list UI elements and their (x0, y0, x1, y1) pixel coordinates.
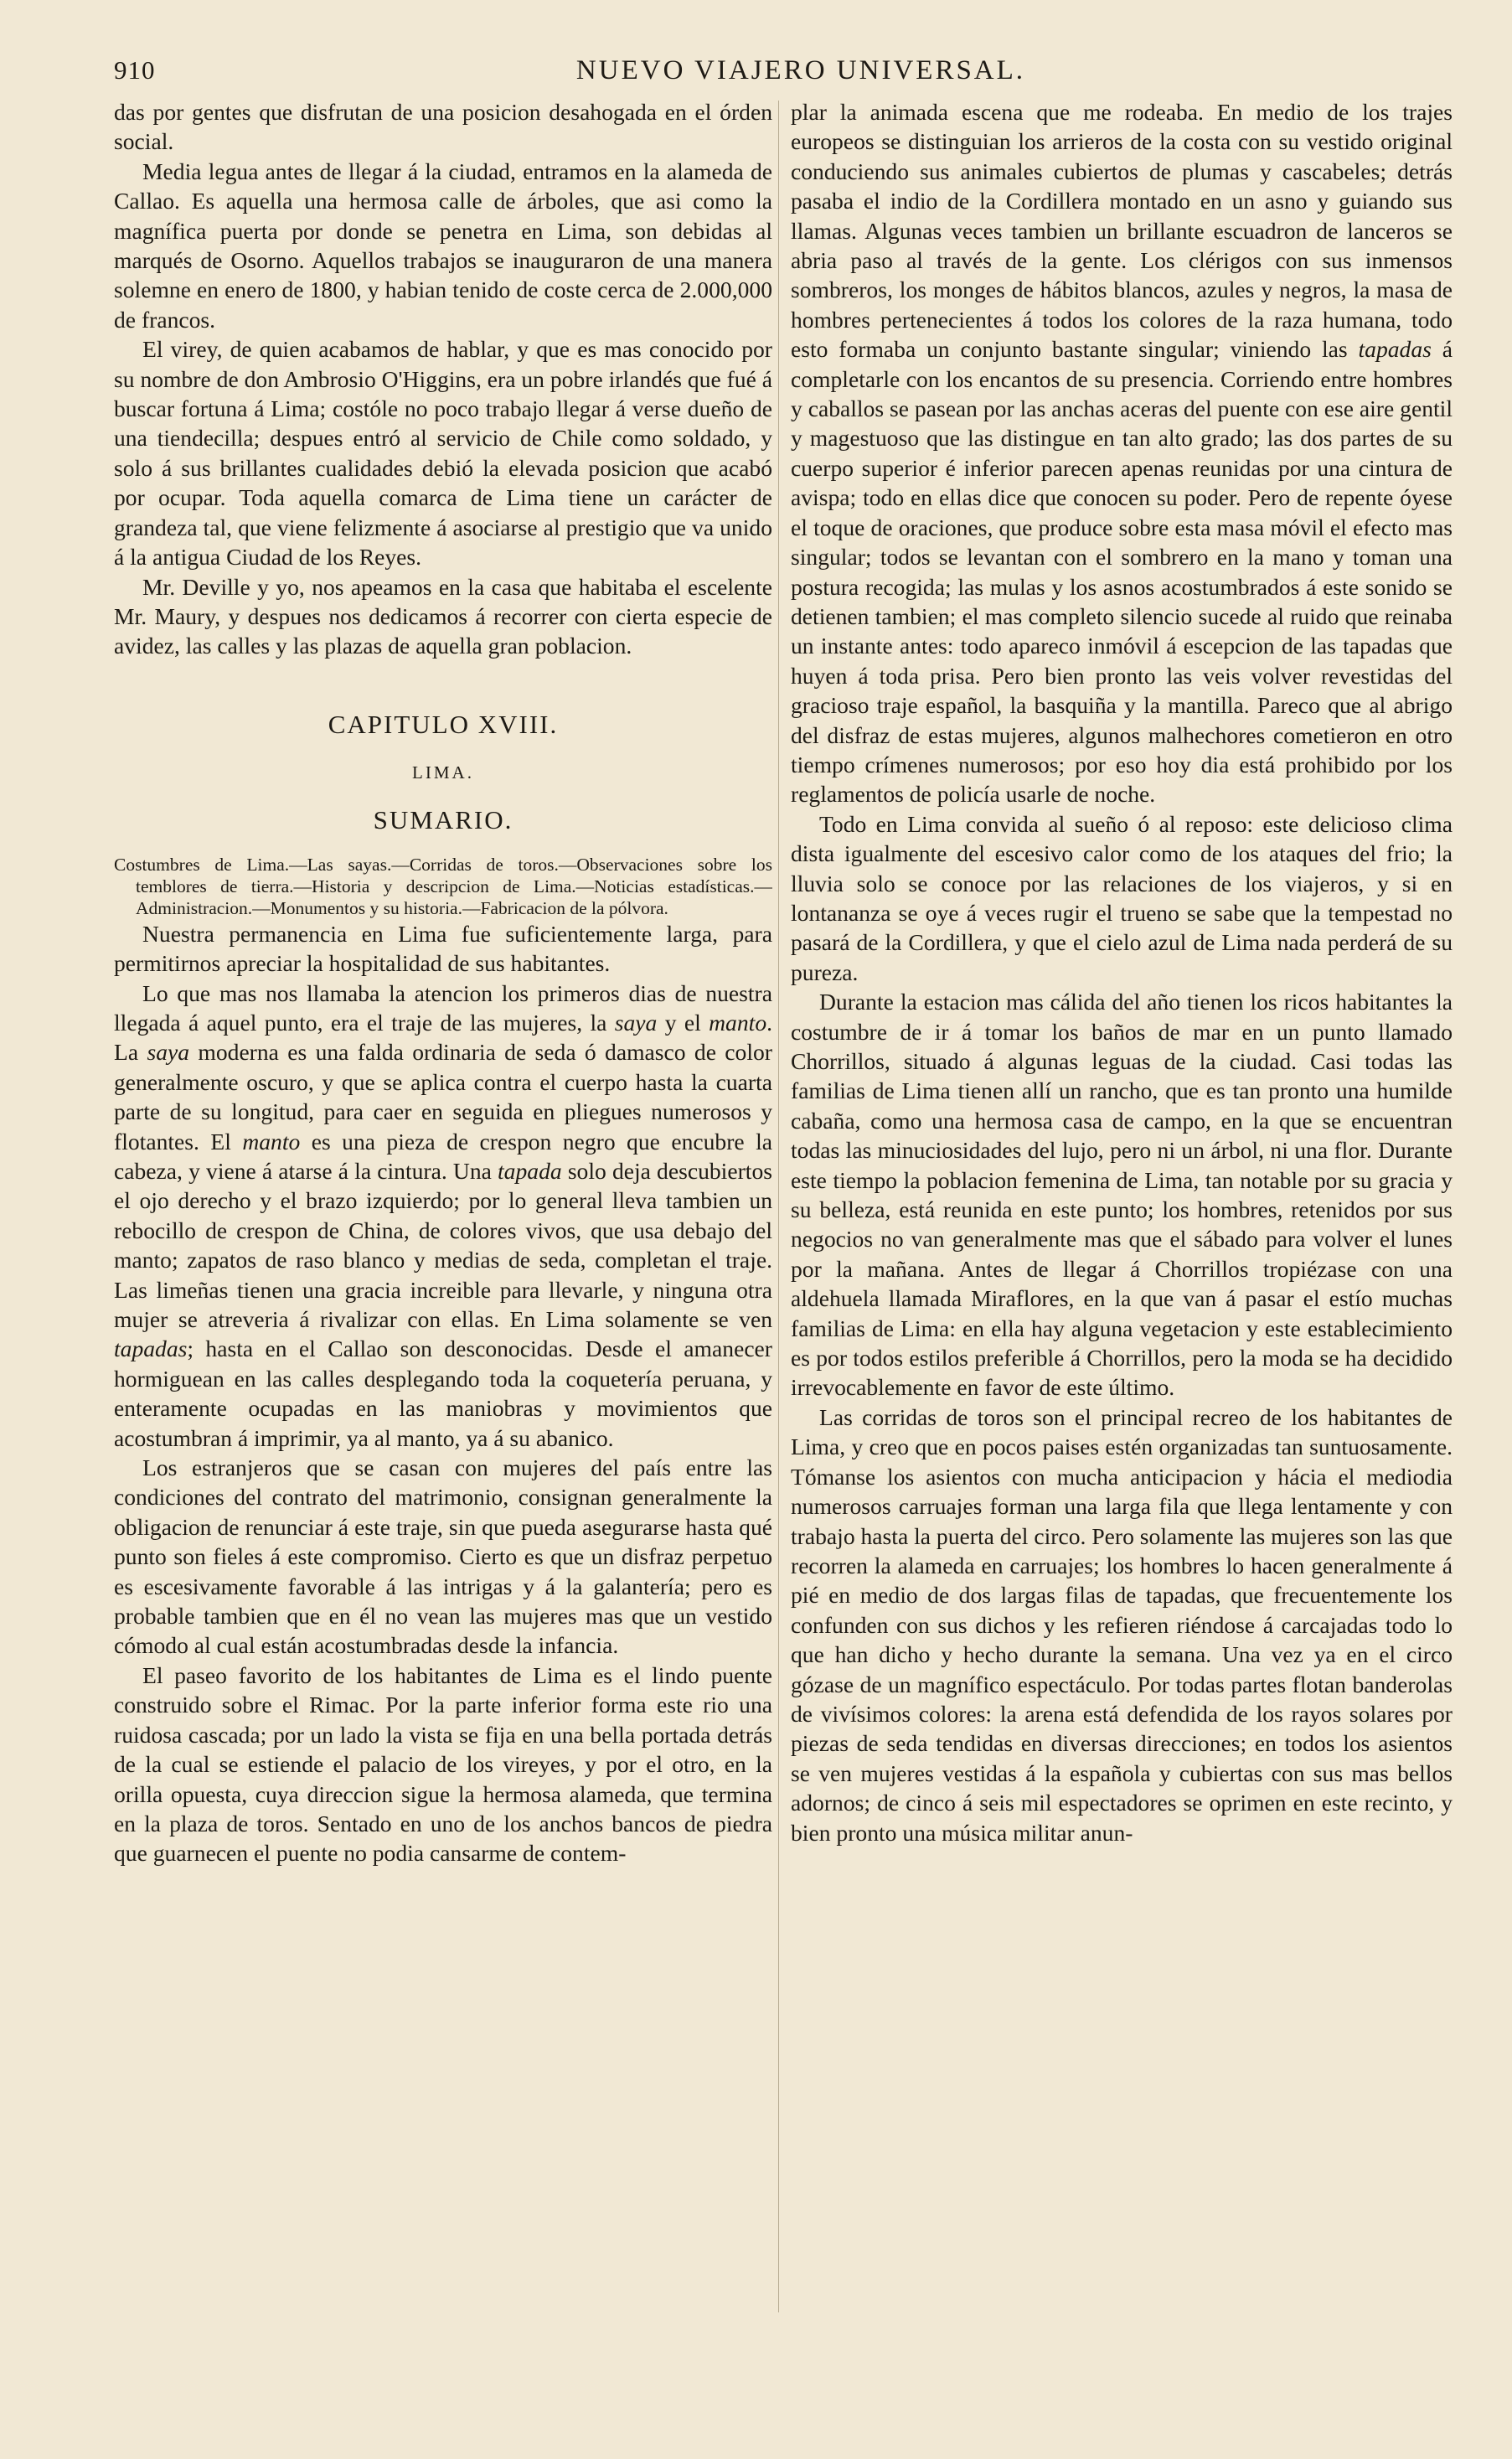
chapter-header (114, 706, 772, 839)
italic-term: saya (614, 1009, 658, 1036)
running-head (114, 55, 1454, 90)
text-run: plar la animada escena que me rodeaba. En medio de los trajes europeos se distinguian los arrieros de la costa con su vestido original conduciendo sus animales cubiertos de plumas y cascabeles; detrás pasaba el indio de la Cordillera montado en un asno y guiando sus llamas. Algunas veces tambien un brillante escuadron de lanceros se abria paso al través de la gente. Los clérigos con sus inmensos sombreros, los monges de hábitos blancos, azules y negros, la masa de hombres pertenecientes á todos los colores de la raza humana, todo esto formaba un conjunto bastante singular; viniendo las (791, 99, 1453, 363)
running-title: NUEVO VIAJERO UNIVERSAL. (575, 55, 1026, 85)
right-column (791, 97, 1453, 2425)
paragraph: El virey, de quien acabamos de hablar, y que es mas conocido por su nombre de don Ambrosio O'Higgins, era un pobre irlandés que fué á buscar fortuna á Lima; costóle no poco trabajo llegar á verse dueño de una tiendecilla; despues entró al servicio de Chile como soldado, y solo á sus brillantes cualidades debió la elevada posicion que acabó por ocupar. Toda aquella comarca de Lima tiene un carácter de grandeza tal, que viene felizmente á asociarse al prestigio que va unido á la antigua Ciudad de los Reyes. (114, 336, 772, 571)
paragraph (114, 979, 772, 1454)
text-run: moderna es una falda ordinaria de seda ó damasco de color generalmente oscuro, y que se aplica contra el cuerpo hasta la cuarta parte de su longitud, para caer en seguida en pliegues numerosos y flotantes. El (114, 1039, 772, 1155)
text-run: y el (657, 1009, 710, 1036)
text-run: . La (114, 1009, 772, 1066)
italic-term: tapadas (114, 1335, 188, 1362)
summary-heading: SUMARIO. (373, 804, 513, 834)
italic-term: manto (709, 1009, 767, 1036)
left-column (114, 97, 772, 2425)
italic-term: manto (242, 1128, 301, 1155)
text-run: Lo que mas nos llamaba la atencion los primeros dias de nuestra llegada á aquel punto, era el traje de las mujeres, la (114, 979, 772, 1036)
text-run: á completarle con los encantos de su presencia. Corriendo entre hombres y caballos se pasean por las anchas aceras del puente con ese aire gentil y magestuoso que las distingue en tan alto grado; las dos partes de su cuerpo superior é inferior parecen apenas reunidas por una cintura de avispa; todo en ellas dice que conocen su poder. Pero de repente óyese el toque de oraciones, que produce sobre esta masa móvil el efecto mas singular; todos se levantan con el sombrero en la mano y toman una postura recogida; las mulas y los asnos acostumbrados á este sonido se detienen tambien; el mas completo silencio sucede al ruido que reinaba un instante antes: todo apareco inmóvil á escepcion de las tapadas que huyen á toda prisa. Pero bien pronto las veis volver revestidas del gracioso traje español, la basquiña y la mantilla. Pareco que al abrigo del disfraz de estas mujeres, algunos malhechores cometieron en otro tiempo crímenes numerosos; por eso hoy dia está prohibido por los reglamentos de policía usarle de noche. (791, 336, 1453, 808)
paragraph: Los estranjeros que se casan con mujeres del país entre las condiciones del contrato del matrimonio, consignan generalmente la obligacion de renunciar á este traje, sin que pueda asegurarse hasta qué punto son fieles á este compromiso. Cierto es que un disfraz perpetuo es escesivamente favorable á las intrigas y á la galantería; pero es probable tambien que en él no vean las mujeres mas que un vestido cómodo al cual están acostumbradas desde la infancia. (114, 1454, 772, 1659)
italic-term: tapada (498, 1157, 562, 1184)
chapter-heading: CAPITULO XVIII. (328, 709, 559, 739)
chapter-subtitle: LIMA. (412, 762, 474, 783)
column-divider (778, 101, 779, 2312)
chapter-summary: Costumbres de Lima.—Las sayas.—Corridas de toros.—Observaciones sobre los temblores de tierra.—Historia y descripcion de Lima.—Noticias estadísticas.—Administracion.—Monumentos y su historia.—Fabricacion de la pólvora. (114, 854, 772, 918)
paragraph: Media legua antes de llegar á la ciudad, entramos en la alameda de Callao. Es aquella una hermosa calle de árboles, que asi como la magnífica puerta por donde se penetra en Lima, son debidas al marqués de Osorno. Aquellos trabajos se inauguraron de una manera solemne en enero de 1800, y habian tenido de coste cerca de 2.000,000 de francos. (114, 158, 772, 333)
paragraph: Todo en Lima convida al sueño ó al reposo: este delicioso clima dista igualmente del escesivo calor como de los ataques del frio; la lluvia solo se conoce por las relaciones de los viajeros, y si en lontananza se oye á veces rugir el trueno se sabe que la tempestad no pasará de la Cordillera, y que el cielo azul de Lima nada perderá de su pureza. (791, 810, 1453, 985)
text-run: es una pieza de crespon negro que encubre la cabeza, y viene á atarse á la cintura. Una (114, 1128, 772, 1184)
paragraph: Las corridas de toros son el principal recreo de los habitantes de Lima, y creo que en pocos paises estén organizadas tan suntuosamente. Tómanse los asientos con mucha anticipacion y hácia el mediodia numerosos carruajes forman una larga fila que llega lentamente y con trabajo hasta la puerta del circo. Pero solamente las mujeres son las que recorren la alameda en carruajes; los hombres lo hacen generalmente á pié en medio de dos largas filas de tapadas, que frecuentemente los confunden con sus dichos y les refieren riéndose á carcajadas todo lo que han dicho y hecho durante la semana. Una vez ya en el circo gózase de un magnífico espectáculo. Por todas partes flotan banderolas de vivísimos colores: la arena está defendida de los rayos solares por piezas de seda tendidas en diversas direcciones; en todos los asientos se ven mujeres vestidas á la española y cubiertas con sus mas bellos adornos; de cinco á seis mil espectadores se oprimen en este recinto, y bien pronto una música militar anun- (791, 1403, 1453, 1846)
italic-term: saya (147, 1039, 190, 1066)
paragraph: El paseo favorito de los habitantes de Lima es el lindo puente construido sobre el Rimac. Por la parte inferior forma este rio una ruidosa cascada; por un lado la vista se fija en una bella portada detrás de la cual se estiende el palacio de los vireyes, y por el otro, en la orilla opuesta, cuya direccion sigue la hermosa alameda, que termina en la plaza de toros. Sentado en uno de los anchos bancos de piedra que guarnecen el puente no podia cansarme de contem- (114, 1661, 772, 1867)
paragraph: Mr. Deville y yo, nos apeamos en la casa que habitaba el escelente Mr. Maury, y despues nos dedicamos á recorrer con cierta especie de avidez, las calles y las plazas de aquella gran poblacion. (114, 573, 772, 659)
paragraph: das por gentes que disfrutan de una posicion desahogada en el órden social. (114, 99, 772, 155)
text-run: ; hasta en el Callao son desconocidas. Desde el amanecer hormiguean en las calles desplegando toda la coquetería peruana, y enteramente ocupadas en las maniobras y movimientos que acostumbran á imprimir, ya al manto, ya á su abanico. (114, 1335, 772, 1451)
page-number: 910 (114, 55, 156, 85)
paragraph: Durante la estacion mas cálida del año tienen los ricos habitantes la costumbre de ir á tomar los baños de mar en un punto llamado Chorrillos, situado á algunas leguas de la ciudad. Casi todas las familias de Lima tienen allí un rancho, que es tan pronto una humilde cabaña, como una hermosa casa de campo, en la que se encuentran todas las minuciosidades del lujo, pero ni un árbol, ni una flor. Durante este tiempo la poblacion femenina de Lima, tan notable por su gracia y su belleza, está reunida en este punto; los hombres, retenidos por sus negocios no van generalmente mas que el sábado para volver el lunes por la mañana. Antes de llegar á Chorrillos tropiézase con una aldehuela llamada Miraflores, en la que van á pasar el estío muchas familias de Lima: en ella hay alguna vegetacion y este establecimiento es por todos estilos preferible á Chorrillos, pero la moda se ha decidido irrevocablemente en favor de este último. (791, 989, 1453, 1401)
text-run: solo deja descubiertos el ojo derecho y el brazo izquierdo; por lo general lleva tambien un rebocillo de crespon de China, de colores vivos, que usa debajo del manto; zapatos de raso blanco y medias de seda, completan el traje. Las limeñas tienen una gracia increible para llevarle, y ninguna otra mujer se atreveria á rivalizar con ellas. En Lima solamente se ven (114, 1157, 772, 1332)
paragraph (791, 97, 1453, 809)
italic-term: tapadas (1358, 336, 1432, 363)
paragraph: Nuestra permanencia en Lima fue suficientemente larga, para permitirnos apreciar la hospitalidad de sus habitantes. (114, 920, 772, 977)
